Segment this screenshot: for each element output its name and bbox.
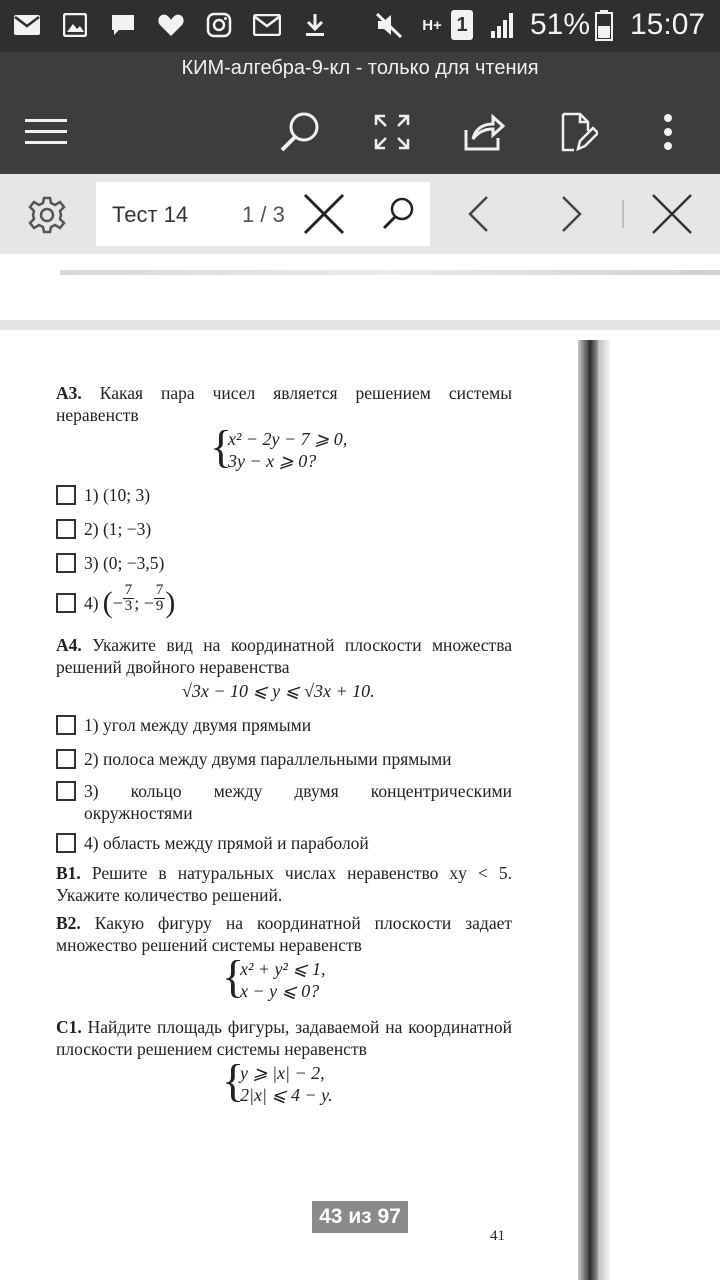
question-text: Решите в натуральных числах неравенство xy < 5. Укажите количество решений. (56, 863, 512, 905)
battery-percent: 51% (530, 8, 591, 41)
mail-icon (252, 10, 282, 40)
search-button[interactable] (272, 104, 328, 160)
answer-checkbox[interactable] (56, 833, 76, 853)
question-text: Какую фигуру на координатной плоскости задает множество решений системы неравенств (56, 913, 513, 955)
option-text: 4) область между прямой и параболой (84, 833, 369, 853)
clear-icon (303, 193, 345, 235)
battery-icon (594, 10, 614, 40)
answer-checkbox[interactable] (56, 485, 76, 505)
system-line: x² + y² ⩽ 1, (240, 959, 326, 979)
answer-option[interactable] (56, 832, 369, 854)
document-title: КИМ-алгебра-9-кл - только для чтения (181, 57, 539, 79)
paren: ( (102, 586, 113, 619)
question-a4 (56, 634, 512, 678)
menu-icon (25, 118, 67, 146)
brace: { (222, 1055, 245, 1106)
answer-checkbox[interactable] (56, 519, 76, 539)
page-separator (0, 320, 720, 330)
question-label: В1. (56, 863, 81, 883)
answer-option[interactable] (56, 780, 512, 824)
answer-checkbox[interactable] (56, 553, 76, 573)
answer-option[interactable]: 4) ( − $\frac{7}{3}$ ; − $\frac{7}{9}$ ) (56, 592, 175, 614)
answer-checkbox[interactable] (56, 593, 76, 613)
find-query: Тест 14 (112, 202, 189, 227)
system-line: x − y ⩽ 0? (240, 981, 320, 1001)
previous-page-edge (60, 270, 720, 275)
search-icon (380, 196, 416, 232)
find-bar (0, 174, 720, 254)
page-indicator: 43 из 97 (312, 1201, 408, 1233)
answer-option[interactable] (56, 518, 151, 540)
question-label: А3. (56, 383, 82, 403)
clear-button[interactable] (302, 192, 346, 236)
book-spine-shadow (598, 340, 610, 1280)
next-match-button[interactable] (550, 190, 594, 238)
chevron-left-icon (467, 195, 489, 233)
option-text: 1) угол между двумя прямыми (84, 715, 312, 735)
option-text: 3) (0; −3,5) (84, 553, 165, 573)
question-text: Какая пара чисел является решением системы неравенств (56, 383, 512, 425)
question-b1 (56, 862, 512, 906)
question-a3 (56, 382, 512, 426)
find-search-button[interactable] (378, 194, 418, 234)
mute-icon (374, 10, 404, 40)
menu-button[interactable] (18, 104, 74, 160)
fullscreen-button[interactable] (364, 104, 420, 160)
network-type: H+ (422, 16, 442, 34)
fullscreen-icon (373, 113, 411, 151)
system-line: 2|x| ⩽ 4 − y. (240, 1085, 333, 1105)
chat-icon (108, 10, 138, 40)
share-icon (463, 112, 505, 152)
question-text: Найдите площадь фигуры, задаваемой на координатной плоскости решением системы неравенств (56, 1017, 512, 1059)
mail-icon (12, 10, 42, 40)
inequality-a4: √3x − 10 ⩽ y ⩽ √3x + 10. (182, 681, 375, 701)
answer-option[interactable] (56, 714, 311, 736)
instagram-icon (204, 10, 234, 40)
brace: { (210, 421, 233, 472)
system-line: x² − 2y − 7 ⩾ 0, (228, 429, 348, 449)
answer-checkbox[interactable] (56, 715, 76, 735)
divider (622, 200, 624, 228)
answer-option[interactable] (56, 484, 150, 506)
edit-button[interactable] (550, 104, 606, 160)
heart-icon (156, 10, 186, 40)
book-spine (578, 340, 598, 1280)
signal-icon (488, 10, 518, 40)
close-icon (651, 193, 693, 235)
download-icon (300, 10, 330, 40)
sim-icon: 1 (450, 10, 474, 40)
fraction: $\frac{7}{3}$ (124, 582, 133, 614)
clock: 15:07 (630, 8, 706, 41)
status-bar (0, 0, 720, 52)
system-line: 3y − x ⩾ 0? (228, 451, 317, 471)
more-button[interactable] (640, 104, 696, 160)
share-button[interactable] (456, 104, 512, 160)
close-find-button[interactable] (648, 190, 696, 238)
settings-icon (27, 195, 67, 235)
question-label: А4. (56, 635, 82, 655)
option-text: 1) (10; 3) (84, 485, 151, 505)
option-text: 2) (1; −3) (84, 519, 152, 539)
find-input[interactable] (96, 182, 430, 246)
fraction: $\frac{7}{9}$ (155, 582, 164, 614)
question-text: Укажите вид на координатной плоскости множества решений двойного неравенства (56, 635, 513, 677)
option-text: 4) (84, 593, 99, 613)
settings-button[interactable] (24, 192, 70, 238)
previous-match-button[interactable] (456, 190, 500, 238)
chevron-right-icon (561, 195, 583, 233)
option-text: 2) полоса между двумя параллельными прямыми (84, 749, 452, 769)
more-icon (662, 113, 674, 151)
paren: ) (165, 586, 176, 619)
question-label: С1. (56, 1017, 82, 1037)
system-line: y ⩾ |x| − 2, (240, 1063, 325, 1083)
app-bar (0, 52, 720, 174)
answer-checkbox[interactable] (56, 749, 76, 769)
gallery-icon (60, 10, 90, 40)
question-label: В2. (56, 913, 81, 933)
question-b2 (56, 912, 512, 956)
question-c1 (56, 1016, 512, 1060)
search-icon (278, 110, 322, 154)
find-count: 1 / 3 (242, 202, 285, 227)
answer-option[interactable] (56, 552, 164, 574)
option-text: 3) кольцо между двумя концентрическими окружностями (84, 781, 512, 823)
brace: { (222, 951, 245, 1002)
page-number: 41 (490, 1228, 505, 1244)
answer-checkbox[interactable] (56, 781, 76, 801)
answer-option[interactable] (56, 748, 452, 770)
edit-icon (558, 111, 598, 153)
